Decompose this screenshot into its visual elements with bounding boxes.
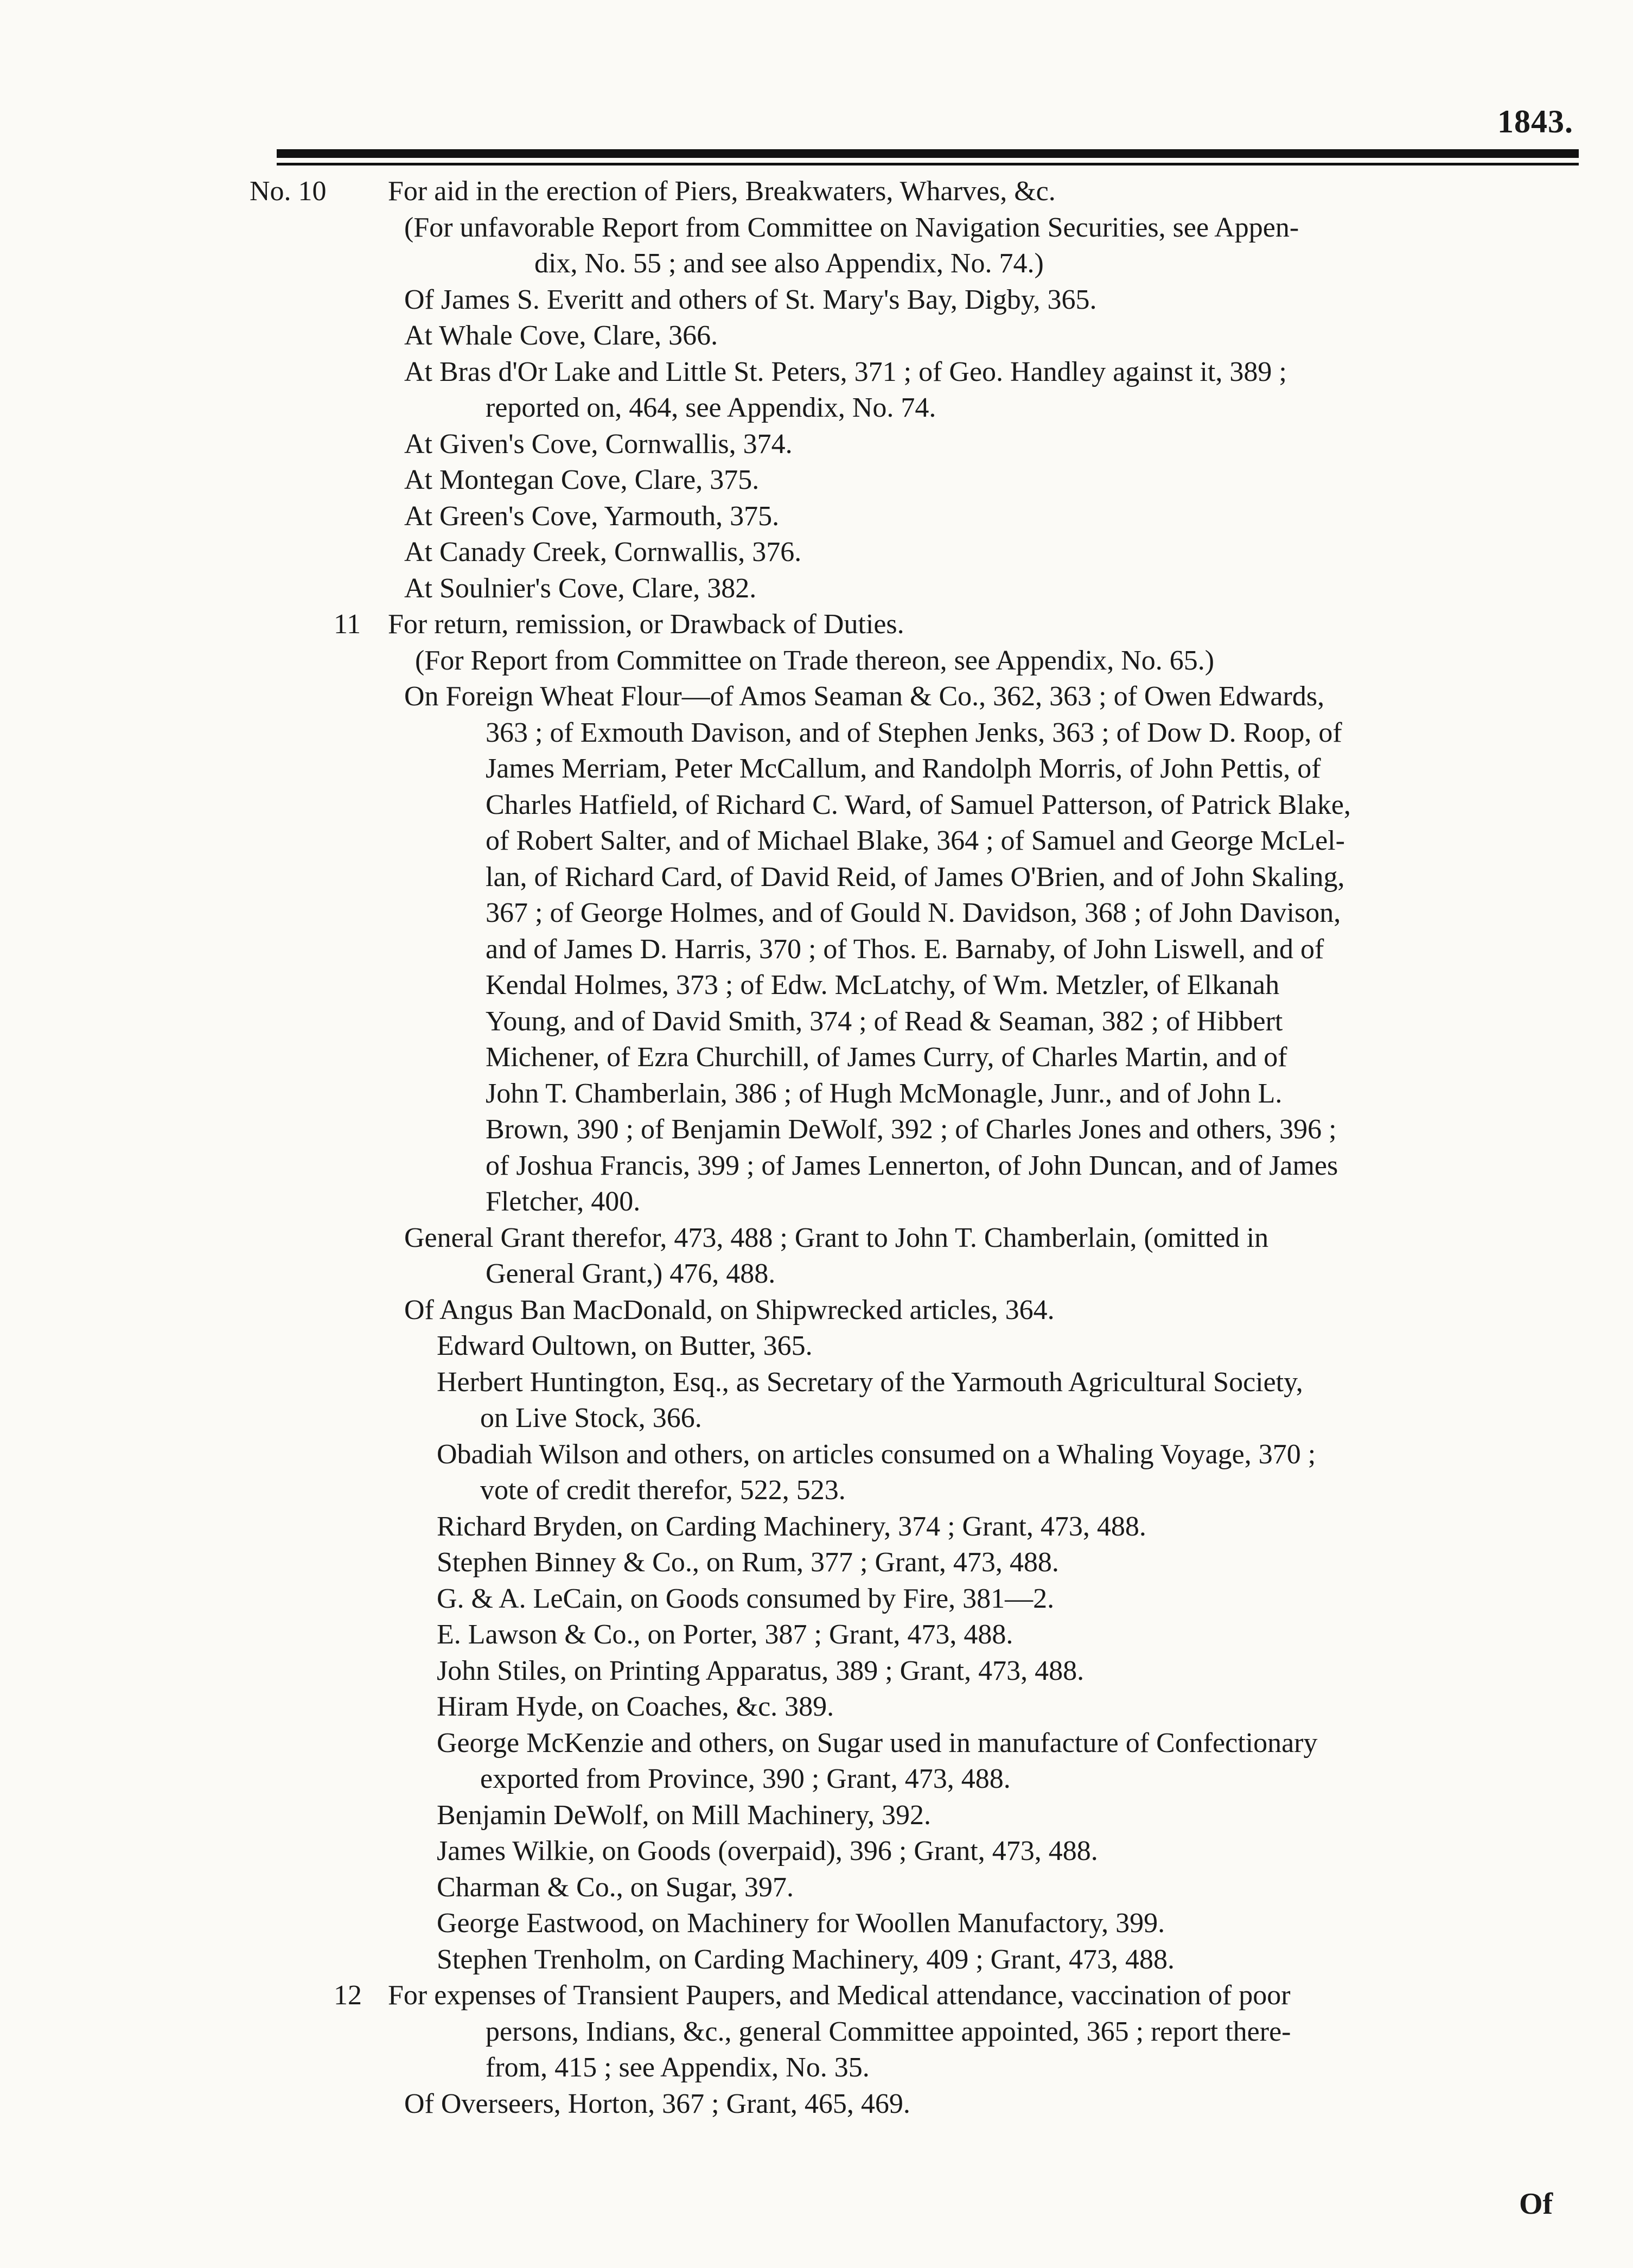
- entry-line: Of Overseers, Horton, 367 ; Grant, 465, 469.: [404, 2088, 910, 2119]
- entry-line: General Grant therefor, 473, 488 ; Grant to John T. Chamberlain, (omitted in: [404, 1222, 1269, 1253]
- entry-line: vote of credit therefor, 522, 523.: [480, 1475, 846, 1506]
- entry-line: [250, 607, 1584, 643]
- entry-line: of Joshua Francis, 399 ; of James Lennerton, of John Duncan, and of James: [486, 1150, 1338, 1181]
- entry-line: James Merriam, Peter McCallum, and Randolph Morris, of John Pettis, of: [486, 753, 1321, 784]
- entry-line: Charman & Co., on Sugar, 397.: [437, 1871, 794, 1903]
- entry-line: and of James D. Harris, 370 ; of Thos. E. Barnaby, of John Liswell, and of: [486, 933, 1324, 965]
- entry-line: dix, No. 55 ; and see also Appendix, No. 74.): [534, 248, 1044, 279]
- index-content: [250, 174, 1584, 2122]
- header-rule-thin: [277, 163, 1579, 165]
- entry-line: Of Angus Ban MacDonald, on Shipwrecked articles, 364.: [404, 1294, 1055, 1326]
- entry-line: Fletcher, 400.: [486, 1186, 641, 1217]
- entry-line: Benjamin DeWolf, on Mill Machinery, 392.: [437, 1799, 931, 1831]
- entry-line: (For Report from Committee on Trade thereon, see Appendix, No. 65.): [415, 645, 1215, 676]
- entry-line: on Live Stock, 366.: [480, 1403, 702, 1434]
- entry-text: For return, remission, or Drawback of Duties.: [388, 609, 904, 640]
- entry-line: General Grant,) 476, 488.: [486, 1258, 776, 1289]
- entry-line: reported on, 464, see Appendix, No. 74.: [486, 392, 936, 423]
- catchword: Of: [1519, 2187, 1553, 2221]
- entry-line: At Canady Creek, Cornwallis, 376.: [404, 537, 802, 568]
- entry-line: Brown, 390 ; of Benjamin DeWolf, 392 ; of Charles Jones and others, 396 ;: [486, 1114, 1337, 1145]
- entry-text: For aid in the erection of Piers, Breakwaters, Wharves, &c.: [388, 176, 1056, 207]
- entry-number: No. 10: [250, 176, 327, 207]
- page-year: 1843.: [1497, 104, 1573, 139]
- entry-line: On Foreign Wheat Flour—of Amos Seaman & Co., 362, 363 ; of Owen Edwards,: [404, 681, 1325, 712]
- entry-line: Stephen Trenholm, on Carding Machinery, 409 ; Grant, 473, 488.: [437, 1944, 1175, 1975]
- entry-line: lan, of Richard Card, of David Reid, of James O'Brien, and of John Skaling,: [486, 861, 1345, 893]
- entry-line: Hiram Hyde, on Coaches, &c. 389.: [437, 1691, 834, 1722]
- entry-number: 12: [334, 1980, 362, 2011]
- header-rule: [277, 149, 1579, 158]
- entry-line: George McKenzie and others, on Sugar used in manufacture of Confectionary: [437, 1727, 1318, 1759]
- entry-line: Young, and of David Smith, 374 ; of Read & Seaman, 382 ; of Hibbert: [486, 1005, 1283, 1037]
- entry-line: from, 415 ; see Appendix, No. 35.: [486, 2052, 870, 2083]
- entry-line: persons, Indians, &c., general Committee appointed, 365 ; report there-: [486, 2016, 1291, 2047]
- entry-line: Obadiah Wilson and others, on articles consumed on a Whaling Voyage, 370 ;: [437, 1438, 1316, 1470]
- entry-line: Kendal Holmes, 373 ; of Edw. McLatchy, of Wm. Metzler, of Elkanah: [486, 970, 1280, 1001]
- entry-line: 367 ; of George Holmes, and of Gould N. Davidson, 368 ; of John Davison,: [486, 897, 1341, 928]
- entry-line: exported from Province, 390 ; Grant, 473, 488.: [480, 1763, 1011, 1794]
- entry-line: Edward Oultown, on Butter, 365.: [437, 1330, 813, 1361]
- entry-line: Richard Bryden, on Carding Machinery, 374 ; Grant, 473, 488.: [437, 1511, 1146, 1542]
- entry-line: Of James S. Everitt and others of St. Mary's Bay, Digby, 365.: [404, 284, 1097, 315]
- entry-line: James Wilkie, on Goods (overpaid), 396 ; Grant, 473, 488.: [437, 1836, 1098, 1866]
- entry-line: At Green's Cove, Yarmouth, 375.: [404, 500, 780, 532]
- entry-line: George Eastwood, on Machinery for Woollen Manufactory, 399.: [437, 1908, 1165, 1939]
- entry-line: At Whale Cove, Clare, 366.: [404, 320, 718, 351]
- entry-line: At Soulnier's Cove, Clare, 382.: [404, 572, 757, 604]
- entry-line: 363 ; of Exmouth Davison, and of Stephen Jenks, 363 ; of Dow D. Roop, of: [486, 717, 1342, 748]
- entry-line: John Stiles, on Printing Apparatus, 389 ; Grant, 473, 488.: [437, 1655, 1085, 1686]
- entry-line: of Robert Salter, and of Michael Blake, 364 ; of Samuel and George McLel-: [486, 825, 1345, 856]
- entry-line: E. Lawson & Co., on Porter, 387 ; Grant, 473, 488.: [437, 1619, 1013, 1650]
- entry-line: John T. Chamberlain, 386 ; of Hugh McMonagle, Junr., and of John L.: [486, 1078, 1283, 1109]
- entry-line: Charles Hatfield, of Richard C. Ward, of Samuel Patterson, of Patrick Blake,: [486, 789, 1351, 820]
- entry-line: At Bras d'Or Lake and Little St. Peters, 371 ; of Geo. Handley against it, 389 ;: [404, 356, 1287, 387]
- entry-line: At Given's Cove, Cornwallis, 374.: [404, 428, 793, 460]
- entry-number: 11: [334, 609, 361, 640]
- entry-line: (For unfavorable Report from Committee on Navigation Securities, see Appen-: [404, 212, 1299, 243]
- entry-line: Herbert Huntington, Esq., as Secretary of the Yarmouth Agricultural Society,: [437, 1366, 1303, 1398]
- entry-line: [250, 174, 1584, 210]
- entry-line: Stephen Binney & Co., on Rum, 377 ; Grant, 473, 488.: [437, 1547, 1059, 1578]
- entry-line: At Montegan Cove, Clare, 375.: [404, 464, 760, 495]
- entry-line: [250, 1978, 1584, 2014]
- entry-line: Michener, of Ezra Churchill, of James Curry, of Charles Martin, and of: [486, 1042, 1287, 1073]
- entry-line: G. & A. LeCain, on Goods consumed by Fire, 381—2.: [437, 1583, 1055, 1614]
- entry-text: For expenses of Transient Paupers, and Medical attendance, vaccination of poor: [388, 1980, 1291, 2011]
